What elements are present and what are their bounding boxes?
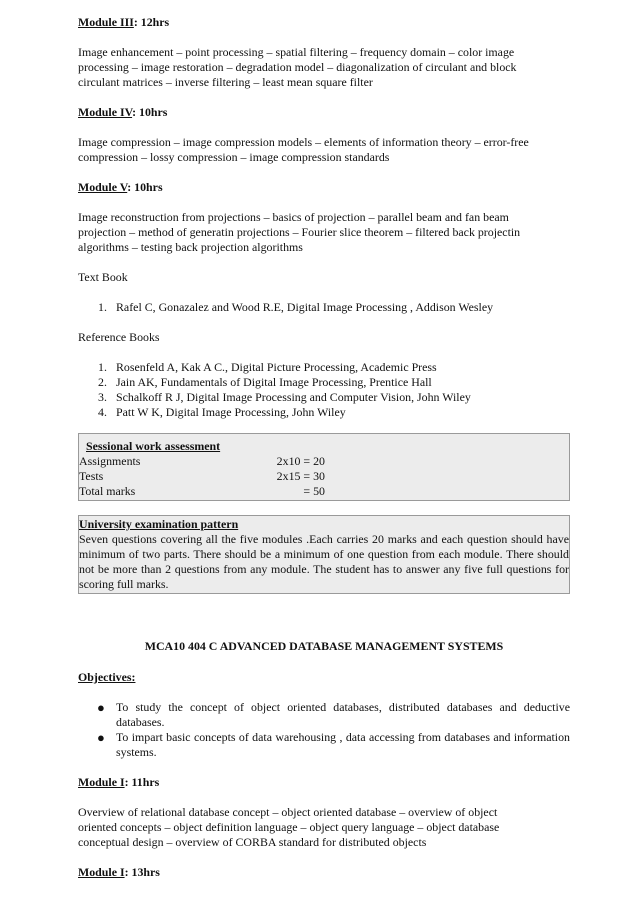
university-exam-box <box>78 515 570 594</box>
module-5-line-2: projection – method of generatin projections – Fourier slice theorem – filtered back projectin <box>78 225 521 239</box>
module-5-line-1: Image reconstruction from projections – basics of projection – parallel beam and fan beam <box>78 210 509 224</box>
university-exam-title: University examination pattern <box>79 517 239 531</box>
module-3-line-2: processing – image restoration – degradation model – diagonalization of circulant and block <box>78 60 517 74</box>
module-5-line-3: algorithms – testing back projection algorithms <box>78 240 303 254</box>
reference-item: 1. Rosenfeld A, Kak A C., Digital Picture Processing, Academic Press <box>98 360 437 374</box>
sessional-row: Total marks = 50 <box>79 484 325 498</box>
module-1b-heading: Module I: 13hrs <box>78 865 160 879</box>
module-3-line-3: circulant matrices – inverse filtering – least mean square filter <box>78 75 373 89</box>
sessional-assessment-box <box>78 433 570 501</box>
sessional-row: Tests 2x15 = 30 <box>79 469 325 483</box>
reference-item: 3. Schalkoff R J, Digital Image Processing and Computer Vision, John Wiley <box>98 390 471 404</box>
textbook-heading: Text Book <box>78 270 128 284</box>
bullet-icon: ● <box>97 700 105 715</box>
references-heading: Reference Books <box>78 330 160 344</box>
module-4-heading: Module IV: 10hrs <box>78 105 168 119</box>
module-1-line-1: Overview of relational database concept – object oriented database – overview of object <box>78 805 498 819</box>
module-1-line-3: conceptual design – overview of CORBA standard for distributed objects <box>78 835 427 849</box>
objective-item: ● To study the concept of object oriented databases, distributed databases and deductive databases. <box>97 700 570 729</box>
module-4-line-1: Image compression – image compression models – elements of information theory – error-free <box>78 135 529 149</box>
sessional-row: Assignments 2x10 = 20 <box>79 454 325 468</box>
module-5-heading: Module V: 10hrs <box>78 180 163 194</box>
reference-list <box>78 360 570 420</box>
objectives-list <box>78 700 570 760</box>
bullet-icon: ● <box>97 730 105 745</box>
module-1-line-2: oriented concepts – object definition language – object query language – object database <box>78 820 500 834</box>
objective-item: ● To impart basic concepts of data warehousing , data accessing from databases and information systems. <box>97 730 570 759</box>
module-1-heading: Module I: 11hrs <box>78 775 160 789</box>
reference-item: 2. Jain AK, Fundamentals of Digital Image Processing, Prentice Hall <box>98 375 432 389</box>
textbook-item: 1. Rafel C, Gonazalez and Wood R.E, Digital Image Processing , Addison Wesley <box>98 300 494 314</box>
page-content <box>78 15 570 880</box>
objectives-heading: Objectives: <box>78 670 136 684</box>
sessional-title: Sessional work assessment <box>86 439 221 453</box>
module-3-line-1: Image enhancement – point processing – spatial filtering – frequency domain – color image <box>78 45 515 59</box>
module-3-heading: Module III: 12hrs <box>78 15 170 29</box>
module-4-line-2: compression – lossy compression – image compression standards <box>78 150 390 164</box>
reference-item: 4. Patt W K, Digital Image Processing, John Wiley <box>98 405 346 419</box>
university-exam-text: Seven questions covering all the five modules .Each carries 20 marks and each question should have minimum of two parts. There should be a minimum of one question from each module. There should not be more than 2 questions from any module. The student has to answer any five full questions for scoring full marks. <box>79 532 569 591</box>
course-title: MCA10 404 C ADVANCED DATABASE MANAGEMENT SYSTEMS <box>144 639 504 653</box>
